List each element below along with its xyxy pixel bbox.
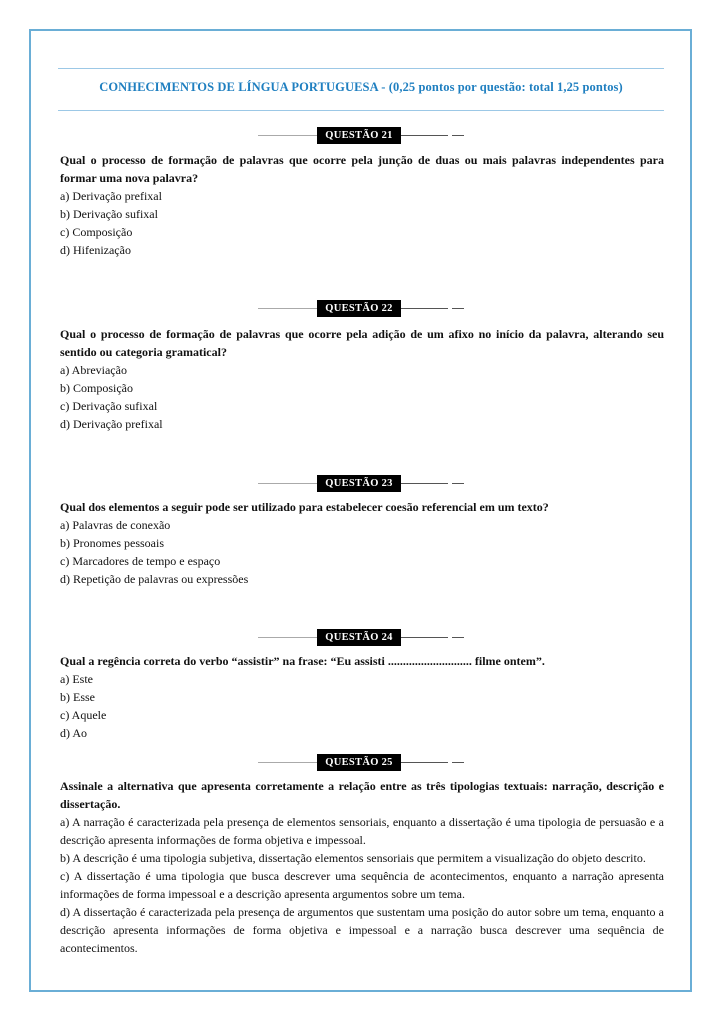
divider-dash [452, 637, 464, 638]
option-d: d) Hifenização [60, 243, 131, 257]
divider-line [258, 135, 318, 136]
question-21 [60, 151, 664, 259]
divider-line [401, 308, 448, 309]
question-header-24 [258, 629, 468, 646]
divider-line [258, 483, 318, 484]
divider-dash [452, 308, 464, 309]
option-b: b) Derivação sufixal [60, 207, 158, 221]
divider-line [258, 637, 318, 638]
divider-dash [452, 135, 464, 136]
option-b: b) Pronomes pessoais [60, 536, 164, 550]
question-badge: QUESTÃO 24 [317, 629, 401, 646]
option-d: d) Repetição de palavras ou expressões [60, 572, 249, 586]
question-24 [60, 652, 664, 742]
option-a: a) Abreviação [60, 363, 127, 377]
header-rule-top [58, 68, 664, 69]
question-badge: QUESTÃO 21 [317, 127, 401, 144]
question-stem: Qual o processo de formação de palavras que ocorre pela junção de duas ou mais palavras independentes para formar uma nova palavra? [60, 153, 664, 185]
option-c: c) A dissertação é uma tipologia que busca descrever uma sequência de acontecimentos, enquanto a narração apresenta informações de forma impessoal e a descrição apresenta argumentos sobre um tema. [60, 869, 664, 901]
divider-line [401, 637, 448, 638]
option-a: a) A narração é caracterizada pela presença de elementos sensoriais, enquanto a dissertação é uma tipologia de persuasão e a descrição apresenta informações de forma objetiva e impessoal. [60, 815, 664, 847]
divider-line [258, 308, 318, 309]
question-header-21 [258, 127, 468, 144]
option-a: a) Este [60, 672, 93, 686]
header-rule-bottom [58, 110, 664, 111]
question-23 [60, 498, 664, 588]
divider-line [401, 762, 448, 763]
option-b: b) Esse [60, 690, 95, 704]
question-stem: Qual dos elementos a seguir pode ser utilizado para estabelecer coesão referencial em um texto? [60, 500, 549, 514]
question-badge: QUESTÃO 22 [317, 300, 401, 317]
option-c: c) Aquele [60, 708, 107, 722]
question-badge: QUESTÃO 25 [317, 754, 401, 771]
option-d: d) A dissertação é caracterizada pela presença de argumentos que sustentam uma posição do autor sobre um tema, enquanto a descrição apresenta informações de forma objetiva e impessoal e a narração busca descrever uma sequência de acontecimentos. [60, 905, 664, 955]
divider-line [258, 762, 318, 763]
option-d: d) Ao [60, 726, 87, 740]
option-b: b) A descrição é uma tipologia subjetiva, dissertação elementos sensoriais que permitem a visualização do objeto descrito. [60, 851, 646, 865]
section-title: CONHECIMENTOS DE LÍNGUA PORTUGUESA - (0,25 pontos por questão: total 1,25 pontos) [99, 80, 623, 94]
option-a: a) Derivação prefixal [60, 189, 162, 203]
question-stem: Qual a regência correta do verbo “assistir” na frase: “Eu assisti ............................ filme ontem”. [60, 654, 545, 668]
divider-dash [452, 762, 464, 763]
question-stem: Qual o processo de formação de palavras que ocorre pela adição de um afixo no início da palavra, alterando seu sentido ou categoria gramatical? [60, 327, 664, 359]
question-22 [60, 325, 664, 433]
question-header-22 [258, 300, 468, 317]
divider-line [401, 483, 448, 484]
question-stem: Assinale a alternativa que apresenta corretamente a relação entre as três tipologias textuais: narração, descrição e dissertação. [60, 779, 664, 811]
option-d: d) Derivação prefixal [60, 417, 163, 431]
divider-line [401, 135, 448, 136]
option-a: a) Palavras de conexão [60, 518, 171, 532]
divider-dash [452, 483, 464, 484]
question-header-23 [258, 475, 468, 492]
question-badge: QUESTÃO 23 [317, 475, 401, 492]
option-b: b) Composição [60, 381, 133, 395]
question-header-25 [258, 754, 468, 771]
question-25 [60, 777, 664, 957]
option-c: c) Marcadores de tempo e espaço [60, 554, 221, 568]
option-c: c) Derivação sufixal [60, 399, 158, 413]
option-c: c) Composição [60, 225, 133, 239]
